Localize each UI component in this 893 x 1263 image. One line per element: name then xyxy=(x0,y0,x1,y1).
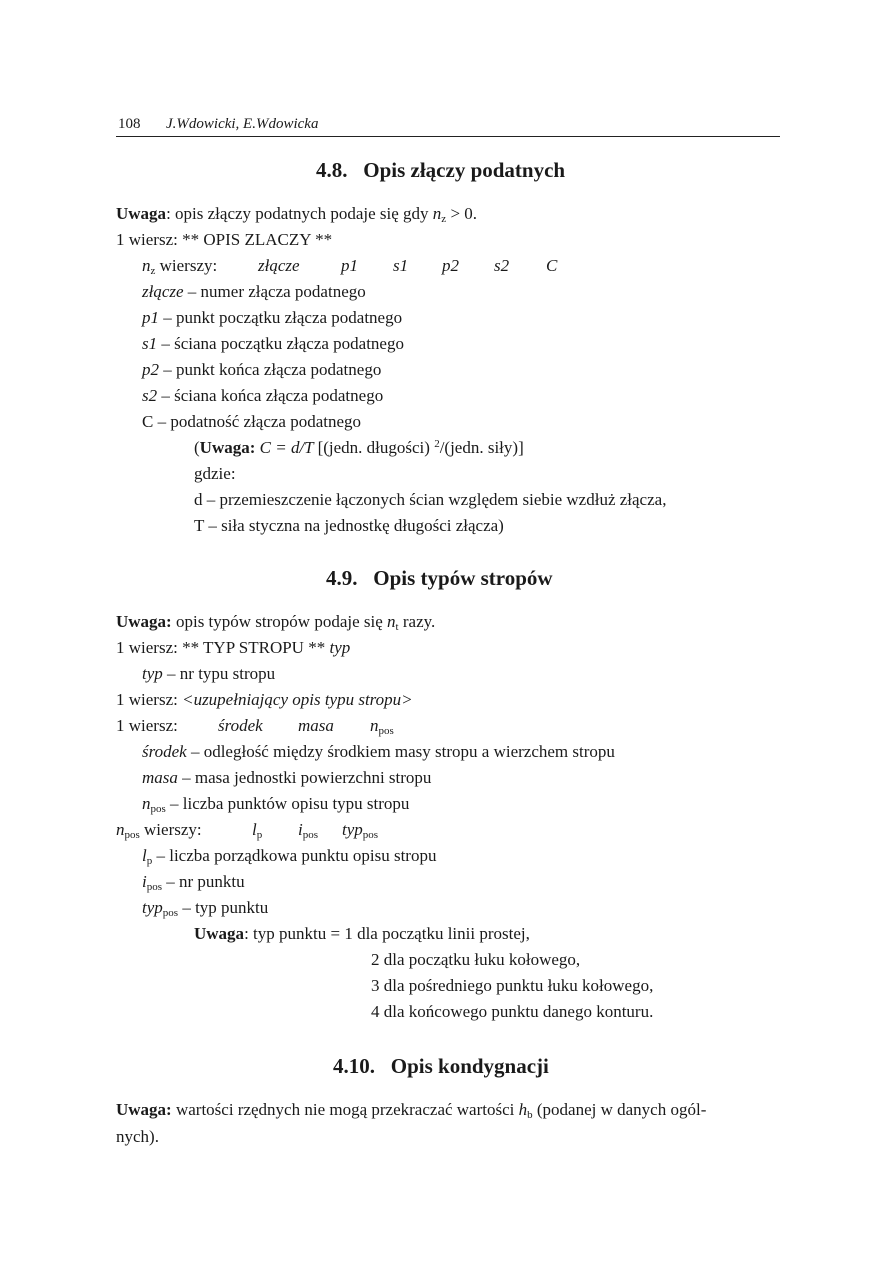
s49-srodek: środek – odległość między środkiem masy stropu a wierzchem stropu xyxy=(142,742,615,761)
s49-row3-npos: $n_{pos}$ xyxy=(370,716,394,737)
s48-item-s2: s2 – ściana końca złącza podatnego xyxy=(142,386,384,405)
s410-uwaga-cont: nych). xyxy=(116,1127,159,1146)
s48-note: (Uwaga: C = d/T [(jedn. długości) $^2$/(jedn. siły)] xyxy=(194,438,524,457)
header-rule xyxy=(116,136,780,137)
section-title-4-9: 4.9. Opis typów stropów xyxy=(326,566,553,590)
s49-row1: 1 wiersz: ** TYP STROPU ** typ xyxy=(116,638,351,657)
s48-item-p1: p1 – punkt początku złącza podatnego xyxy=(142,308,403,327)
section-title-4-10: 4.10. Opis kondygnacji xyxy=(333,1054,549,1078)
page-header xyxy=(118,116,318,133)
s49-lp: $l_p$ – liczba porządkowa punktu opisu stropu xyxy=(142,846,437,867)
s48-uwaga-label: Uwaga xyxy=(116,204,167,223)
s49-row3: 1 wiersz: xyxy=(116,716,178,735)
header-authors: J.Wdowicki, E.Wdowicka xyxy=(166,116,319,132)
s49-row4: $n_{pos}$ wierszy: xyxy=(116,820,202,841)
s49-typpos: typ$_{pos}$ – typ punktu xyxy=(142,898,269,919)
s410-uwaga: Uwaga: wartości rzędnych nie mogą przekraczać wartości $h_b$ (podanej w danych ogól- xyxy=(116,1100,707,1121)
s49-note-3: 3 dla pośredniego punktu łuku kołowego, xyxy=(371,976,654,995)
s48-item-p2: p2 – punkt końca złącza podatnego xyxy=(142,360,382,379)
s48-row1: 1 wiersz: ** OPIS ZLACZY ** xyxy=(116,230,333,249)
s49-ipos: $i_{pos}$ – nr punktu xyxy=(142,872,245,893)
s48-item-s1: s1 – ściana początku złącza podatnego xyxy=(142,334,404,353)
s49-row3-srodek: środek xyxy=(218,716,263,735)
s49-row4-typpos: typ$_{pos}$ xyxy=(342,820,379,841)
s48-col-p2: p2 xyxy=(442,256,459,275)
s49-masa: masa – masa jednostki powierzchni stropu xyxy=(142,768,432,787)
s48-col-zlacze: złącze xyxy=(258,256,300,275)
section-title-4-8: 4.8. Opis złączy podatnych xyxy=(316,158,566,182)
s48-col-p1: p1 xyxy=(341,256,358,275)
s48-nz-row: $n_z$ wierszy: xyxy=(142,256,218,277)
s49-note-4: 4 dla końcowego punktu danego konturu. xyxy=(371,1002,654,1021)
s49-row3-masa: masa xyxy=(298,716,334,735)
s48-uwaga: Uwaga: opis złączy podatnych podaje się gdy $n_z > 0$. xyxy=(116,204,478,225)
s49-row4-lp: $l_p$ xyxy=(252,820,263,841)
s48-d-line: d – przemieszczenie łączonych ścian względem siebie wzdłuż złącza, xyxy=(194,490,667,509)
s48-col-s1: s1 xyxy=(393,256,409,275)
s49-note: Uwaga: typ punktu = 1 dla początku linii prostej, xyxy=(194,924,530,943)
s48-item-zlacze: złącze – numer złącza podatnego xyxy=(142,282,366,301)
page-number: 108 xyxy=(118,116,141,132)
s48-col-c: C xyxy=(546,256,558,275)
s49-row2: 1 wiersz: <uzupełniający opis typu stropu> xyxy=(116,690,413,709)
s48-col-s2: s2 xyxy=(494,256,510,275)
s49-typ: typ – nr typu stropu xyxy=(142,664,276,683)
s49-note-2: 2 dla początku łuku kołowego, xyxy=(371,950,581,969)
s49-row4-ipos: $i_{pos}$ xyxy=(298,820,319,841)
s48-item-c: C – podatność złącza podatnego xyxy=(142,412,362,431)
s49-npos: $n_{pos}$ – liczba punktów opisu typu stropu xyxy=(142,794,410,815)
s48-gdzie: gdzie: xyxy=(194,464,236,483)
s48-t-line: T – siła styczna na jednostkę długości złącza) xyxy=(194,516,504,535)
s49-uwaga: Uwaga: opis typów stropów podaje się $n_t$ razy. xyxy=(116,612,436,633)
